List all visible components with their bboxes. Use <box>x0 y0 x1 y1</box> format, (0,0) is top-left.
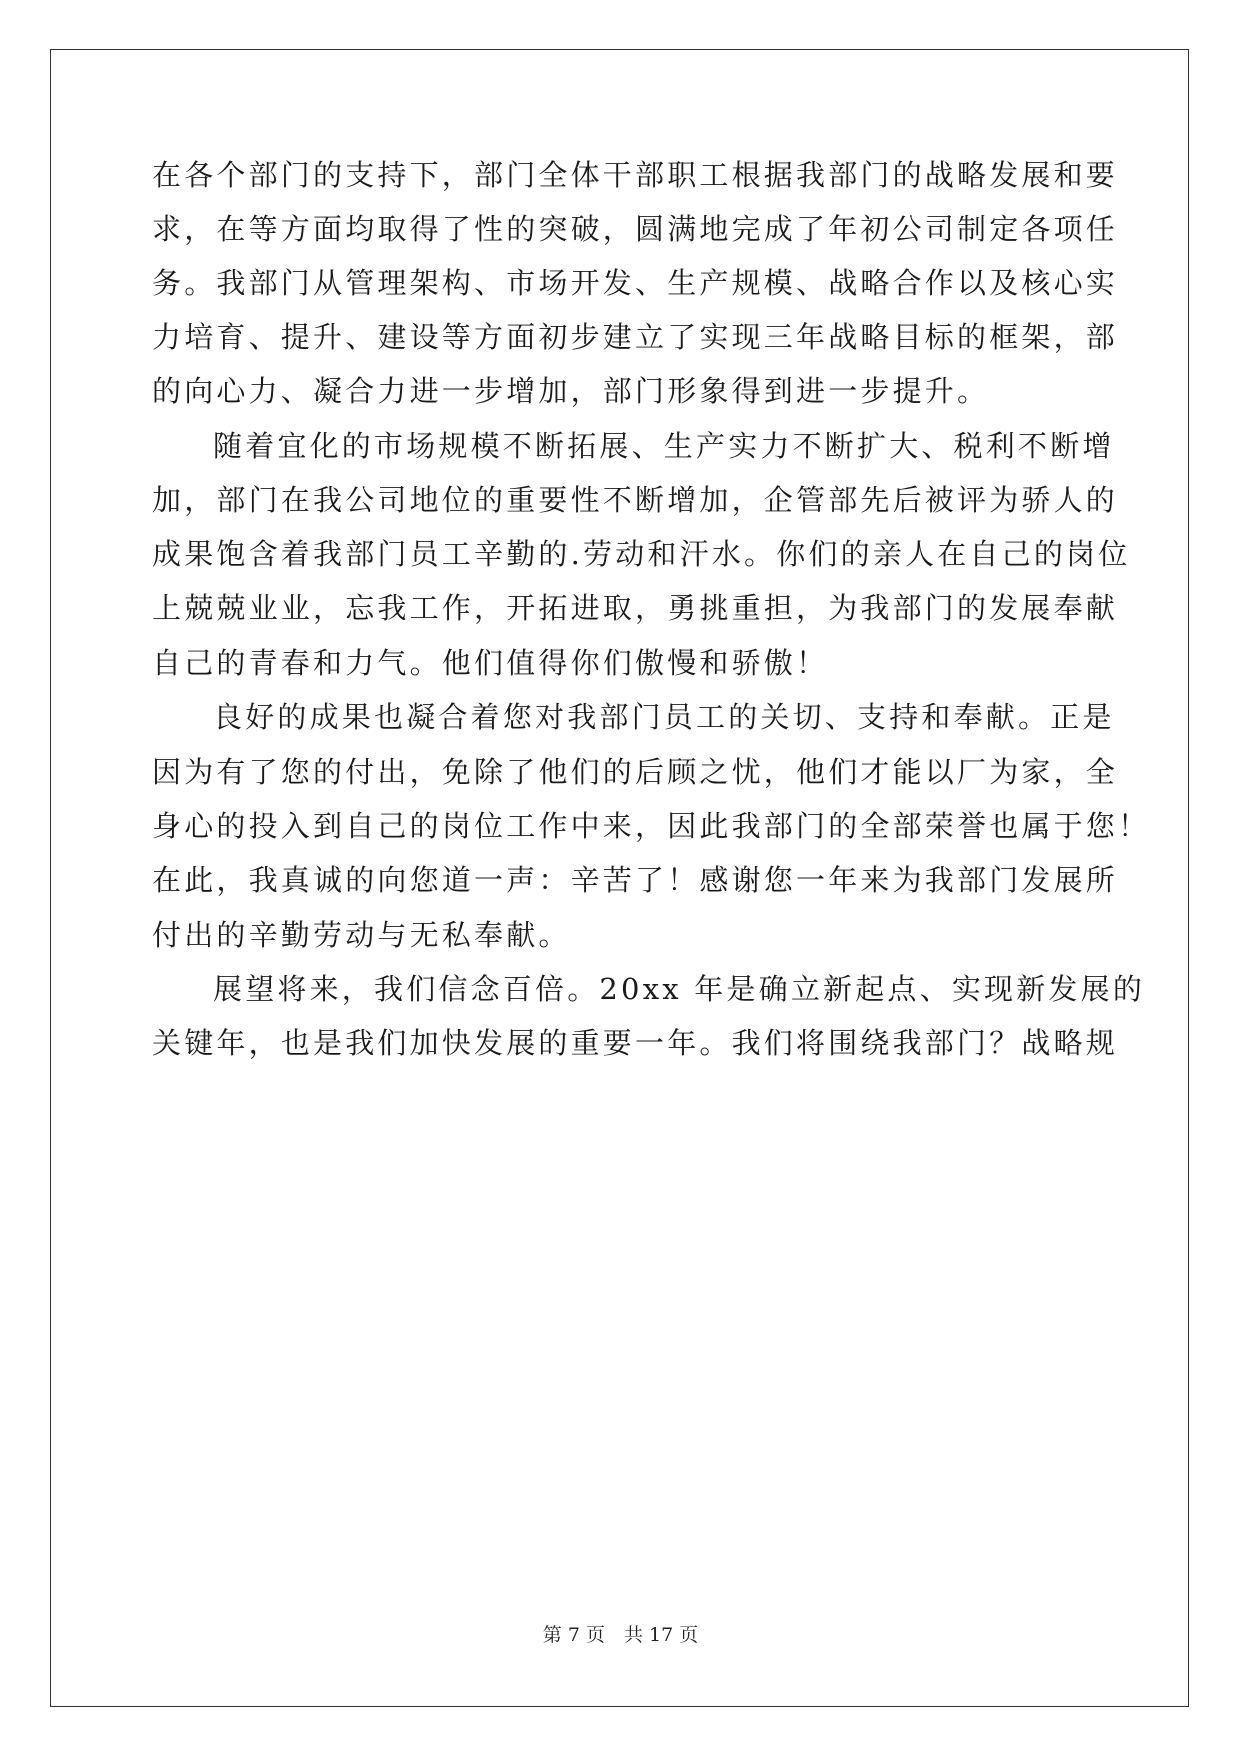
body-line-2: 求，在等方面均取得了性的突破，圆满地完成了年初公司制定各项任 <box>152 212 1119 246</box>
page-number: 第 7 页 共 17 页 <box>542 1624 699 1646</box>
body-line-10: 自己的青春和力气。他们值得你们傲慢和骄傲！ <box>152 646 829 680</box>
body-line-16: 展望将来，我们信念百倍。20xx 年是确立新起点、实现新发展的 <box>213 972 1146 1006</box>
body-line-7: 加，部门在我公司地位的重要性不断增加，企管部先后被评为骄人的 <box>152 483 1119 517</box>
body-line-9: 上兢兢业业，忘我工作，开拓进取，勇挑重担，为我部门的发展奉献 <box>152 591 1119 625</box>
body-line-11: 良好的成果也凝合着您对我部门员工的关切、支持和奉献。正是 <box>213 700 1115 734</box>
body-line-17: 关键年，也是我们加快发展的重要一年。我们将围绕我部门？战略规 <box>152 1026 1119 1060</box>
body-line-12: 因为有了您的付出，免除了他们的后顾之忧，他们才能以厂为家，全 <box>152 755 1119 789</box>
body-line-4: 力培育、提升、建设等方面初步建立了实现三年战略目标的框架，部 <box>152 320 1119 354</box>
body-line-13: 身心的投入到自己的岗位工作中来，因此我部门的全部荣誉也属于您！ <box>152 809 1151 843</box>
body-line-6: 随着宜化的市场规模不断拓展、生产实力不断扩大、税利不断增 <box>213 429 1115 463</box>
body-line-1: 在各个部门的支持下，部门全体干部职工根据我部门的战略发展和要 <box>152 158 1119 192</box>
body-line-5: 的向心力、凝合力进一步增加，部门形象得到进一步提升。 <box>152 374 990 408</box>
body-line-14: 在此，我真诚的向您道一声：辛苦了！感谢您一年来为我部门发展所 <box>152 863 1119 897</box>
body-line-3: 务。我部门从管理架构、市场开发、生产规模、战略合作以及核心实 <box>152 266 1119 300</box>
body-line-15: 付出的辛勤劳动与无私奉献。 <box>152 918 571 952</box>
body-line-8: 成果饱含着我部门员工辛勤的.劳动和汗水。你们的亲人在自己的岗位 <box>152 537 1131 571</box>
